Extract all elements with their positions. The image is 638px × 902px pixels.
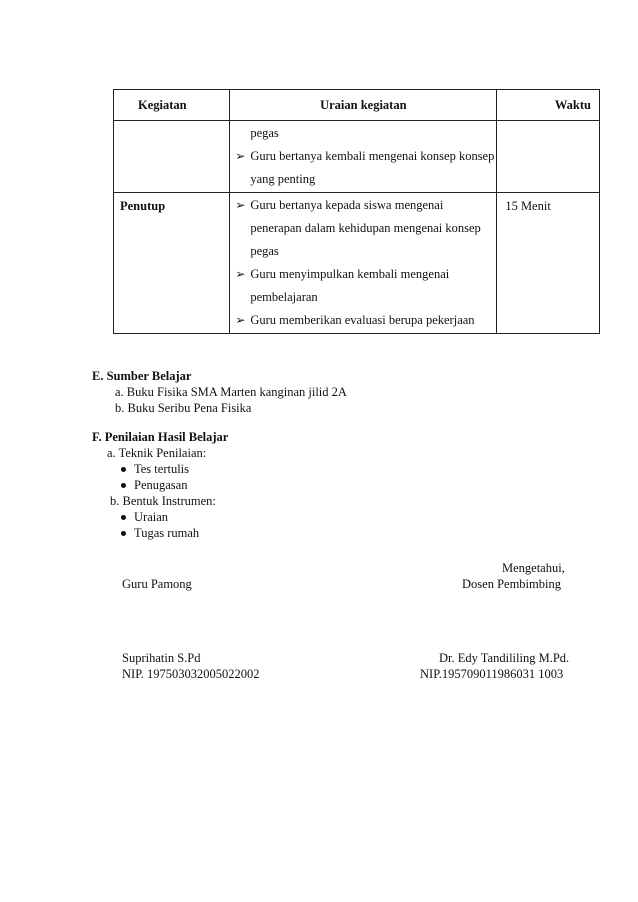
uraian-line bbox=[231, 122, 495, 145]
uraian-line bbox=[231, 240, 495, 263]
bentuk-item-text: Uraian bbox=[134, 510, 169, 524]
bullet-icon bbox=[121, 531, 126, 536]
sumber-item-a: a. Buku Fisika SMA Marten kanginan jilid 2A bbox=[115, 385, 347, 399]
list-item bbox=[121, 478, 187, 493]
uraian-line bbox=[231, 145, 495, 168]
uraian-line bbox=[231, 263, 495, 286]
uraian-line-text: pegas bbox=[250, 126, 279, 140]
bullet-icon bbox=[121, 467, 126, 472]
arrow-bullet-icon: ➢ bbox=[235, 198, 246, 212]
right-nip: NIP.195709011986031 1003 bbox=[420, 667, 564, 681]
bullet-icon bbox=[121, 515, 126, 520]
teknik-item-text: Tes tertulis bbox=[134, 462, 190, 476]
uraian-line bbox=[231, 168, 495, 191]
row1-uraian-cell bbox=[230, 121, 497, 193]
uraian-line-text: penerapan dalam kehidupan mengenai konsep bbox=[250, 221, 481, 235]
teknik-item-text: Penugasan bbox=[134, 478, 188, 492]
sumber-item-b: b. Buku Seribu Pena Fisika bbox=[115, 401, 252, 415]
uraian-line bbox=[231, 286, 495, 309]
bentuk-item-text: Tugas rumah bbox=[134, 526, 200, 540]
uraian-line-text: Guru menyimpulkan kembali mengenai bbox=[250, 267, 450, 281]
list-item bbox=[121, 462, 189, 477]
bullet-icon bbox=[121, 483, 126, 488]
uraian-line bbox=[231, 309, 495, 332]
header-uraian: Uraian kegiatan bbox=[230, 90, 497, 121]
penilaian-heading: F. Penilaian Hasil Belajar bbox=[92, 430, 229, 444]
row2-kegiatan-cell bbox=[114, 193, 230, 334]
arrow-bullet-icon: ➢ bbox=[235, 149, 246, 163]
arrow-bullet-icon: ➢ bbox=[235, 313, 246, 327]
uraian-line bbox=[231, 217, 495, 240]
uraian-line-text: Guru bertanya kepada siswa mengenai bbox=[250, 198, 444, 212]
header-kegiatan: Kegiatan bbox=[114, 90, 230, 121]
left-nip: NIP. 197503032005022002 bbox=[122, 667, 260, 681]
arrow-bullet-icon: ➢ bbox=[235, 267, 246, 281]
row1-kegiatan-cell bbox=[114, 121, 230, 193]
uraian-line bbox=[231, 194, 495, 217]
row1-waktu-cell bbox=[497, 121, 600, 193]
teknik-label: a. Teknik Penilaian: bbox=[107, 446, 207, 460]
row2-kegiatan-label: Penutup bbox=[120, 199, 166, 213]
mengetahui-text: Mengetahui, bbox=[502, 561, 565, 575]
list-item bbox=[121, 526, 199, 541]
table-row bbox=[114, 121, 600, 193]
header-waktu: Waktu bbox=[497, 90, 600, 121]
table-row bbox=[114, 193, 600, 334]
sumber-heading: E. Sumber Belajar bbox=[92, 369, 192, 383]
uraian-line-text: yang penting bbox=[250, 172, 316, 186]
table-header-row bbox=[114, 90, 600, 121]
bentuk-label: b. Bentuk Instrumen: bbox=[110, 494, 216, 508]
list-item bbox=[121, 510, 168, 525]
row2-waktu-label: 15 Menit bbox=[505, 199, 551, 213]
left-role: Guru Pamong bbox=[122, 577, 192, 591]
row2-uraian-cell bbox=[230, 193, 497, 334]
right-name: Dr. Edy Tandililing M.Pd. bbox=[439, 651, 570, 665]
uraian-line-text: Guru memberikan evaluasi berupa pekerjaan bbox=[250, 313, 475, 327]
uraian-line-text: pembelajaran bbox=[250, 290, 318, 304]
left-name: Suprihatin S.Pd bbox=[122, 651, 201, 665]
uraian-line-text: Guru bertanya kembali mengenai konsep konsep bbox=[250, 149, 495, 163]
activity-table bbox=[113, 89, 600, 334]
uraian-line-text: pegas bbox=[250, 244, 279, 258]
right-role: Dosen Pembimbing bbox=[462, 577, 561, 591]
row2-waktu-cell bbox=[497, 193, 600, 334]
